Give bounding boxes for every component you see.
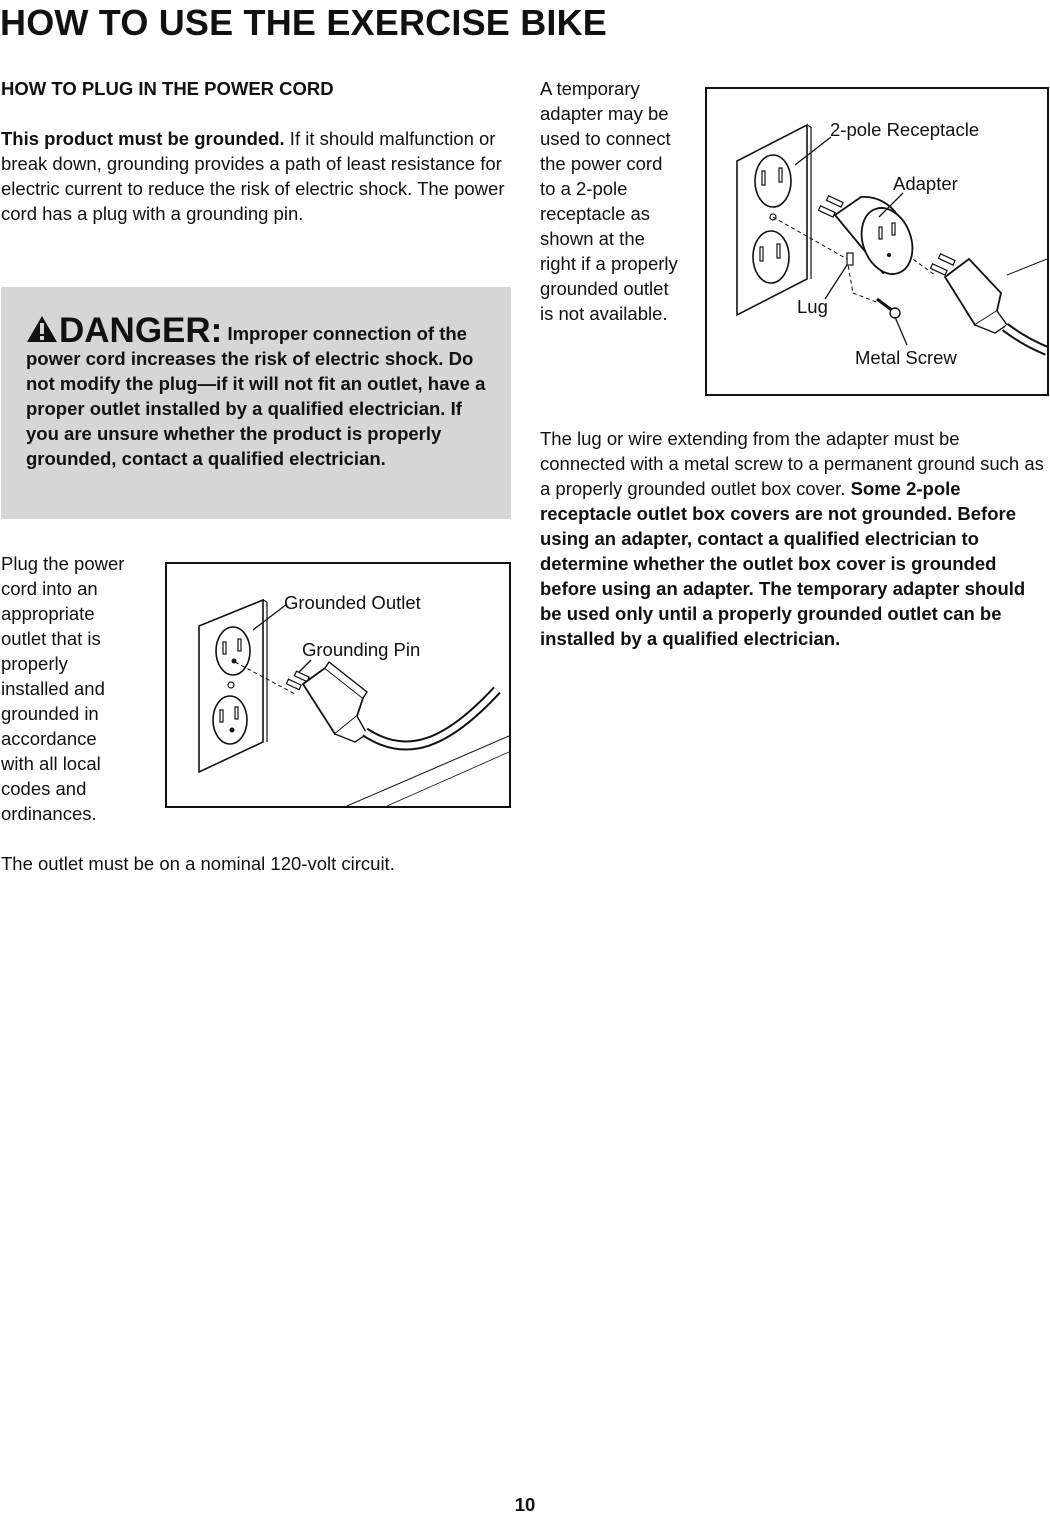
lug-instructions (540, 426, 1050, 651)
label-lug: Lug (797, 296, 828, 317)
section-heading: HOW TO PLUG IN THE POWER CORD (1, 78, 334, 99)
label-grounding-pin: Grounding Pin (302, 639, 421, 660)
lug-instructions-bold: Some 2-pole receptacle outlet box covers are not grounded. Before using an adapter, contact a qualified electrician to determine whether the outlet box cover is grounded before using an adapter. The temporary adapter should be used only until a properly grounded outlet can be installed by a qualified electrician. (540, 478, 1026, 649)
label-metal-screw: Metal Screw (855, 347, 957, 368)
page-number: 10 (514, 1494, 536, 1515)
circuit-note: The outlet must be on a nominal 120-volt circuit. (1, 853, 395, 874)
page-title: HOW TO USE THE EXERCISE BIKE (0, 2, 608, 43)
warning-triangle-icon (26, 315, 58, 343)
danger-text: Improper connection of the power cord increases the risk of electric shock. Do not modify the plug—if it will not fit an outlet, have a proper outlet installed by a qualified electrician. If you are unsure whether the product is properly grounded, contact a qualified electrician. (26, 323, 486, 469)
label-2-pole-receptacle: 2-pole Receptacle (830, 119, 980, 140)
label-adapter: Adapter (893, 173, 958, 194)
danger-message (26, 311, 496, 471)
label-grounded-outlet: Grounded Outlet (284, 592, 421, 613)
adapter-instructions: A temporary adapter may be used to connect the power cord to a 2-pole receptacle as shown at the right if a properly grounded outlet is not available. (540, 78, 678, 324)
grounding-intro (1, 126, 511, 226)
grounding-intro-bold: This product must be grounded. (1, 128, 285, 149)
danger-label: DANGER: (59, 311, 223, 350)
plug-in-instructions: Plug the power cord into an appropriate outlet that is properly installed and grounded in accordance with all local codes and ordinances. (1, 553, 125, 824)
adapter-figure (705, 87, 1049, 396)
danger-box (1, 287, 511, 519)
grounding-intro-text: If it should malfunction or break down, grounding provides a path of least resistance for electric current to reduce the risk of electric shock. The power cord has a plug with a grounding pin. (1, 128, 505, 224)
lug-instructions-text: The lug or wire extending from the adapter must be connected with a metal screw to a permanent ground such as a properly grounded outlet box cover. (540, 428, 1044, 499)
grounded-outlet-figure (165, 562, 511, 808)
